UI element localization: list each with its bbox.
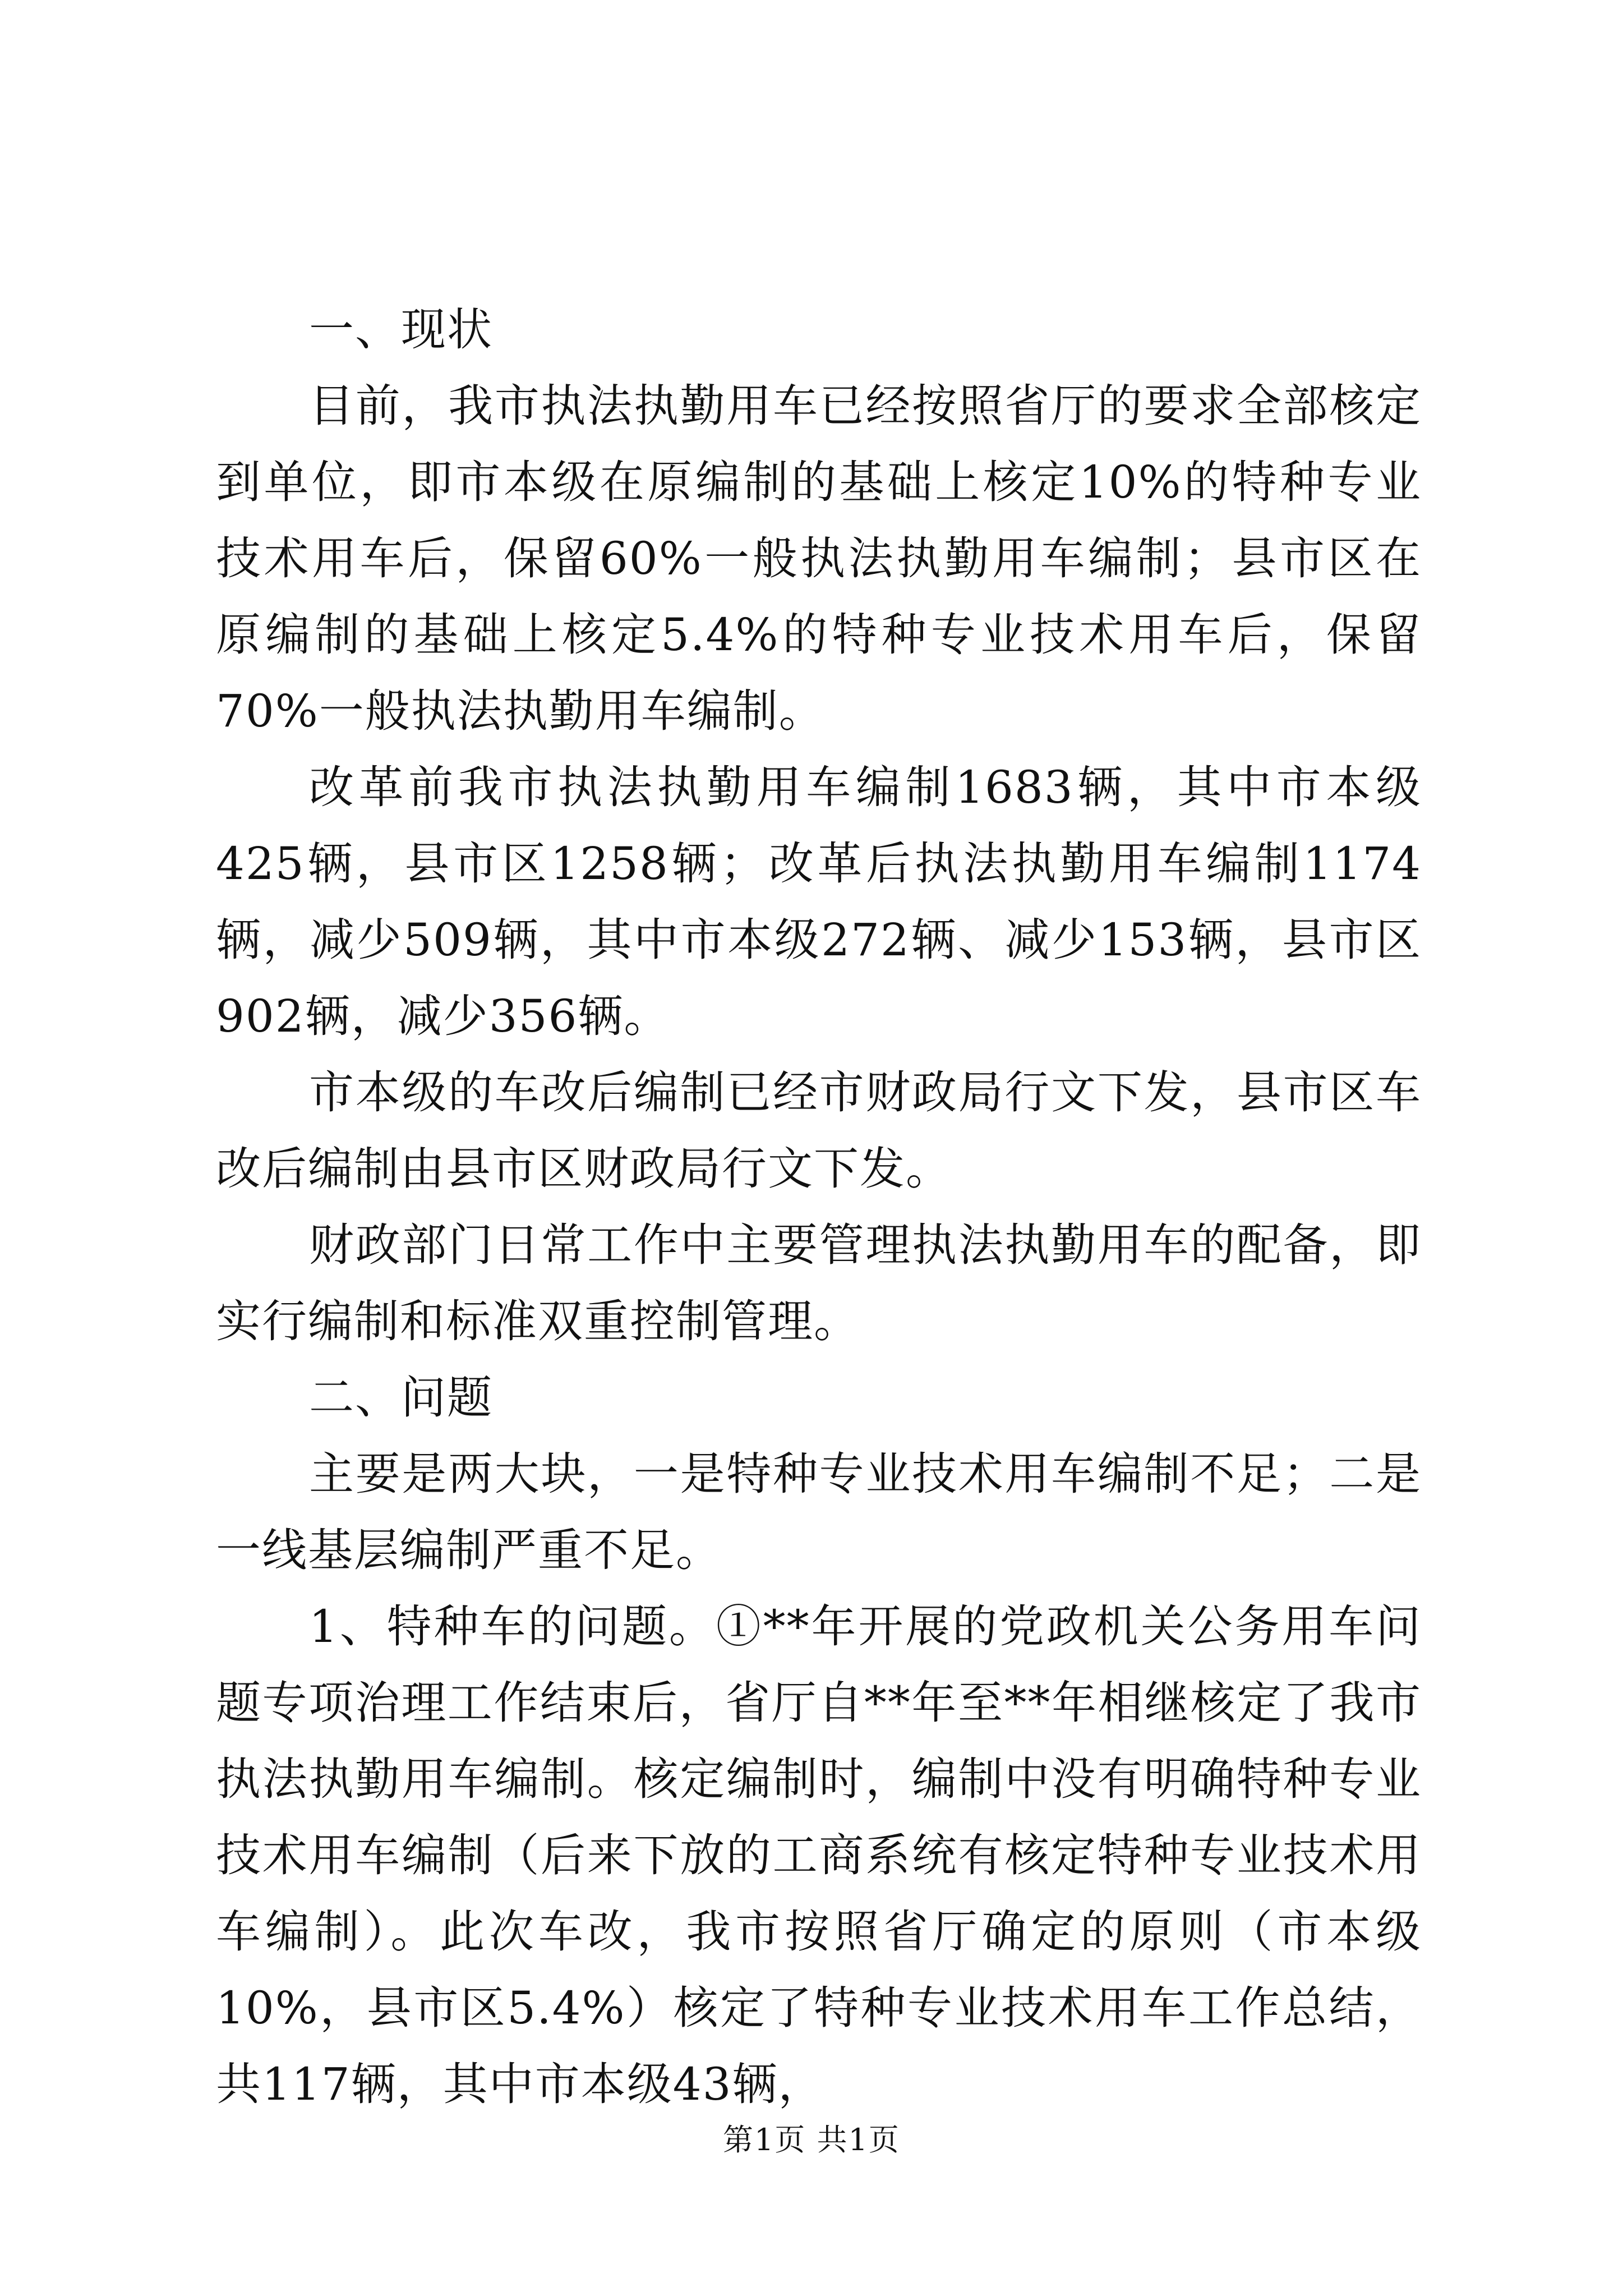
paragraph: 1、特种车的问题。①**年开展的党政机关公务用车问题专项治理工作结束后，省厅自**年至**年相继核定了我市执法执勤用车编制。核定编制时，编制中没有明确特种专业技术用车编制（后来下放的工商系统有核定特种专业技术用车编制）。此次车改，我市按照省厅确定的原则（市本级10%，县市区5.4%）核定了特种专业技术用车工作总结，共117辆，其中市本级43辆，	[216, 1600, 1422, 2110]
paragraph: 目前，我市执法执勤用车已经按照省厅的要求全部核定到单位，即市本级在原编制的基础上核定10%的特种专业技术用车后，保留60%一般执法执勤用车编制；县市区在原编制的基础上核定5.4%的特种专业技术用车后，保留70%一般执法执勤用车编制。	[216, 380, 1422, 737]
section-heading-problems: 二、问题	[309, 1372, 493, 1424]
paragraph: 主要是两大块，一是特种专业技术用车编制不足；二是一线基层编制严重不足。	[216, 1448, 1422, 1576]
paragraph: 市本级的车改后编制已经市财政局行文下发，县市区车改后编制由县市区财政局行文下发。	[216, 1066, 1422, 1195]
document-body	[216, 292, 1422, 2123]
paragraph: 改革前我市执法执勤用车编制1683辆，其中市本级425辆，县市区1258辆；改革后执法执勤用车编制1174辆，减少509辆，其中市本级272辆、减少153辆，县市区902辆，减少356辆。	[216, 761, 1422, 1042]
section-heading-status: 一、现状	[309, 303, 493, 356]
paragraph: 财政部门日常工作中主要管理执法执勤用车的配备，即实行编制和标准双重控制管理。	[216, 1219, 1422, 1347]
page-footer: 第1页 共1页	[723, 2122, 900, 2157]
